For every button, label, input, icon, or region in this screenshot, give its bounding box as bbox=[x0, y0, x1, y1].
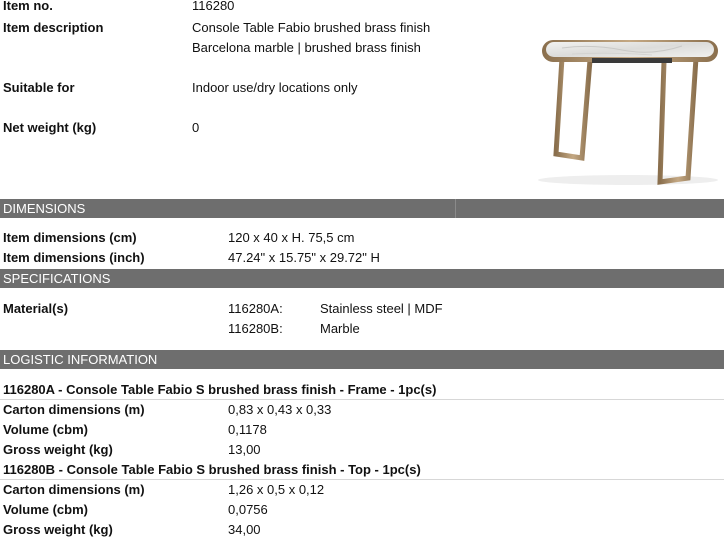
volume-b-value: 0,0756 bbox=[228, 502, 268, 517]
specifications-header: SPECIFICATIONS bbox=[0, 269, 724, 288]
carton-dimensions-b-label: Carton dimensions (m) bbox=[3, 482, 145, 497]
gross-weight-a-label: Gross weight (kg) bbox=[3, 442, 113, 457]
item-dimensions-cm-label: Item dimensions (cm) bbox=[3, 230, 137, 245]
dimensions-header: DIMENSIONS bbox=[0, 199, 724, 218]
divider bbox=[0, 479, 724, 480]
material-value-b: Marble bbox=[320, 321, 360, 336]
logistic-information-header: LOGISTIC INFORMATION bbox=[0, 350, 724, 369]
item-description-line2: Barcelona marble | brushed brass finish bbox=[192, 40, 421, 55]
item-dimensions-cm-value: 120 x 40 x H. 75,5 cm bbox=[228, 230, 355, 245]
suitable-for-value: Indoor use/dry locations only bbox=[192, 80, 358, 95]
volume-b-label: Volume (cbm) bbox=[3, 502, 88, 517]
gross-weight-b-label: Gross weight (kg) bbox=[3, 522, 113, 537]
logistic-part-b-title: 116280B - Console Table Fabio S brushed brass finish - Top - 1pc(s) bbox=[3, 462, 421, 477]
volume-a-label: Volume (cbm) bbox=[3, 422, 88, 437]
carton-dimensions-a-value: 0,83 x 0,43 x 0,33 bbox=[228, 402, 332, 417]
material-value-a: Stainless steel | MDF bbox=[320, 301, 443, 316]
item-dimensions-inch-value: 47.24" x 15.75" x 29.72" H bbox=[228, 250, 380, 265]
material-code-b: 116280B: bbox=[228, 321, 283, 336]
logistic-part-a-title: 116280A - Console Table Fabio S brushed brass finish - Frame - 1pc(s) bbox=[3, 382, 437, 397]
material-code-a: 116280A: bbox=[228, 301, 283, 316]
item-no-value: 116280 bbox=[192, 0, 235, 13]
divider bbox=[0, 399, 724, 400]
suitable-for-label: Suitable for bbox=[3, 80, 75, 95]
product-image bbox=[532, 28, 724, 188]
item-no-label: Item no. bbox=[3, 0, 53, 13]
item-description-label: Item description bbox=[3, 20, 104, 35]
item-description-line1: Console Table Fabio brushed brass finish bbox=[192, 20, 431, 35]
item-dimensions-inch-label: Item dimensions (inch) bbox=[3, 250, 145, 265]
gross-weight-b-value: 34,00 bbox=[228, 522, 261, 537]
net-weight-value: 0 bbox=[192, 120, 200, 135]
carton-dimensions-b-value: 1,26 x 0,5 x 0,12 bbox=[228, 482, 325, 497]
materials-label: Material(s) bbox=[3, 301, 69, 316]
carton-dimensions-a-label: Carton dimensions (m) bbox=[3, 402, 145, 417]
gross-weight-a-value: 13,00 bbox=[228, 442, 261, 457]
net-weight-label: Net weight (kg) bbox=[3, 120, 97, 135]
volume-a-value: 0,1178 bbox=[228, 422, 267, 437]
